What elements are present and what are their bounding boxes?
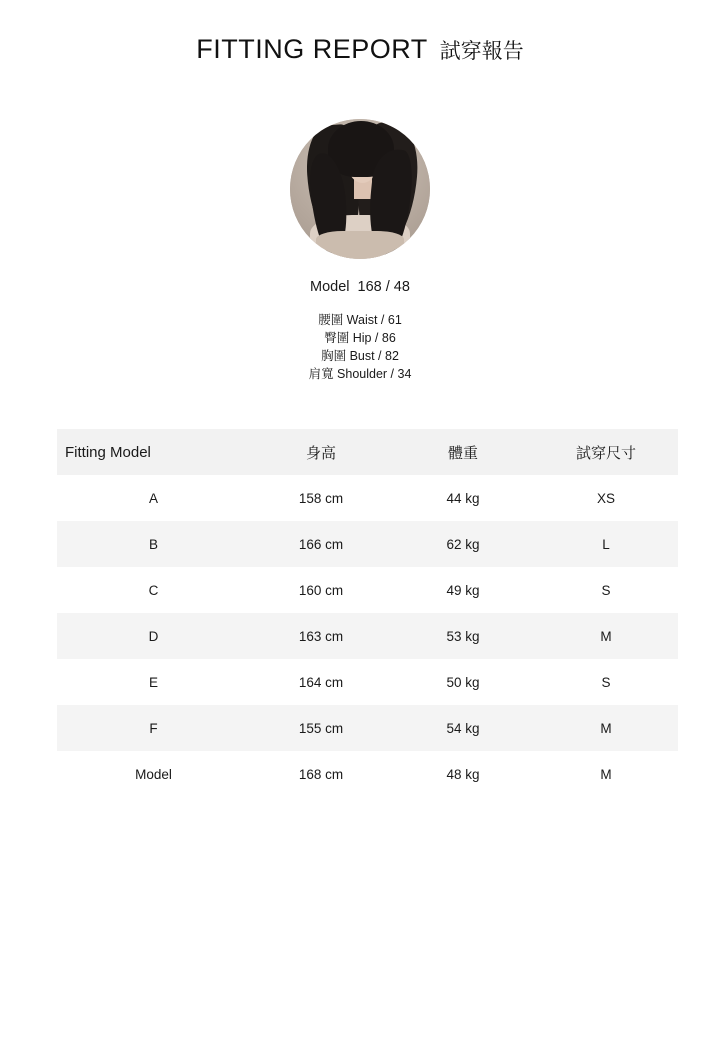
table-row — [57, 659, 678, 705]
cell-weight: 48 kg — [446, 766, 480, 782]
cell-height: 164 cm — [298, 674, 344, 690]
column-header-weight: 體重 — [392, 429, 534, 475]
measurement-hip: 臀圍 Hip / 86 — [324, 331, 396, 345]
model-block — [0, 119, 720, 383]
cell-height: 168 cm — [298, 766, 344, 782]
cell-model-name: D — [57, 613, 250, 659]
measurement-waist: 腰圍 Waist / 61 — [318, 313, 402, 327]
cell-size: M — [534, 705, 678, 751]
column-header-height: 身高 — [250, 429, 392, 475]
table-row — [57, 521, 678, 567]
cell-weight: 50 kg — [446, 674, 480, 690]
model-measurements — [0, 311, 720, 383]
cell-size: L — [534, 521, 678, 567]
cell-height: 158 cm — [298, 490, 344, 506]
fitting-table — [57, 429, 678, 797]
cell-model-name: Model — [135, 766, 172, 782]
cell-weight: 49 kg — [446, 582, 480, 598]
table-row — [57, 751, 678, 797]
cell-model-name: F — [57, 705, 250, 751]
avatar — [290, 119, 430, 259]
table-row — [57, 567, 678, 613]
cell-model-name: C — [148, 582, 159, 598]
measurement-shoulder: 肩寬 Shoulder / 34 — [308, 367, 412, 381]
cell-size: M — [534, 613, 678, 659]
fitting-table-wrapper — [57, 429, 663, 797]
fitting-table-body — [57, 475, 678, 797]
cell-size: XS — [596, 490, 615, 506]
garment-shape — [316, 231, 404, 259]
cell-height: 155 cm — [250, 705, 392, 751]
cell-size: S — [601, 674, 611, 690]
measurement-bust: 胸圍 Bust / 82 — [321, 349, 399, 363]
cell-model-name: B — [57, 521, 250, 567]
model-caption — [0, 279, 720, 295]
model-caption-value: 168 / 48 — [357, 279, 410, 295]
model-caption-label: Model — [310, 279, 350, 295]
cell-weight: 53 kg — [392, 613, 534, 659]
column-header-model: Fitting Model — [57, 429, 250, 475]
cell-weight: 54 kg — [392, 705, 534, 751]
cell-height: 163 cm — [250, 613, 392, 659]
fitting-table-head — [57, 429, 678, 475]
cell-model-name: E — [148, 674, 158, 690]
page-title-en: FITTING REPORT — [196, 34, 428, 64]
table-row — [57, 705, 678, 751]
column-header-size: 試穿尺寸 — [534, 429, 678, 475]
page-header — [0, 0, 720, 65]
table-row — [57, 613, 678, 659]
table-row — [57, 475, 678, 521]
cell-size: S — [601, 582, 611, 598]
cell-size: M — [600, 766, 612, 782]
table-header-row — [57, 429, 678, 475]
page-title-zh: 試穿報告 — [439, 40, 524, 63]
cell-height: 166 cm — [250, 521, 392, 567]
cell-model-name: A — [148, 490, 158, 506]
cell-weight: 62 kg — [392, 521, 534, 567]
cell-height: 160 cm — [298, 582, 344, 598]
cell-weight: 44 kg — [446, 490, 480, 506]
